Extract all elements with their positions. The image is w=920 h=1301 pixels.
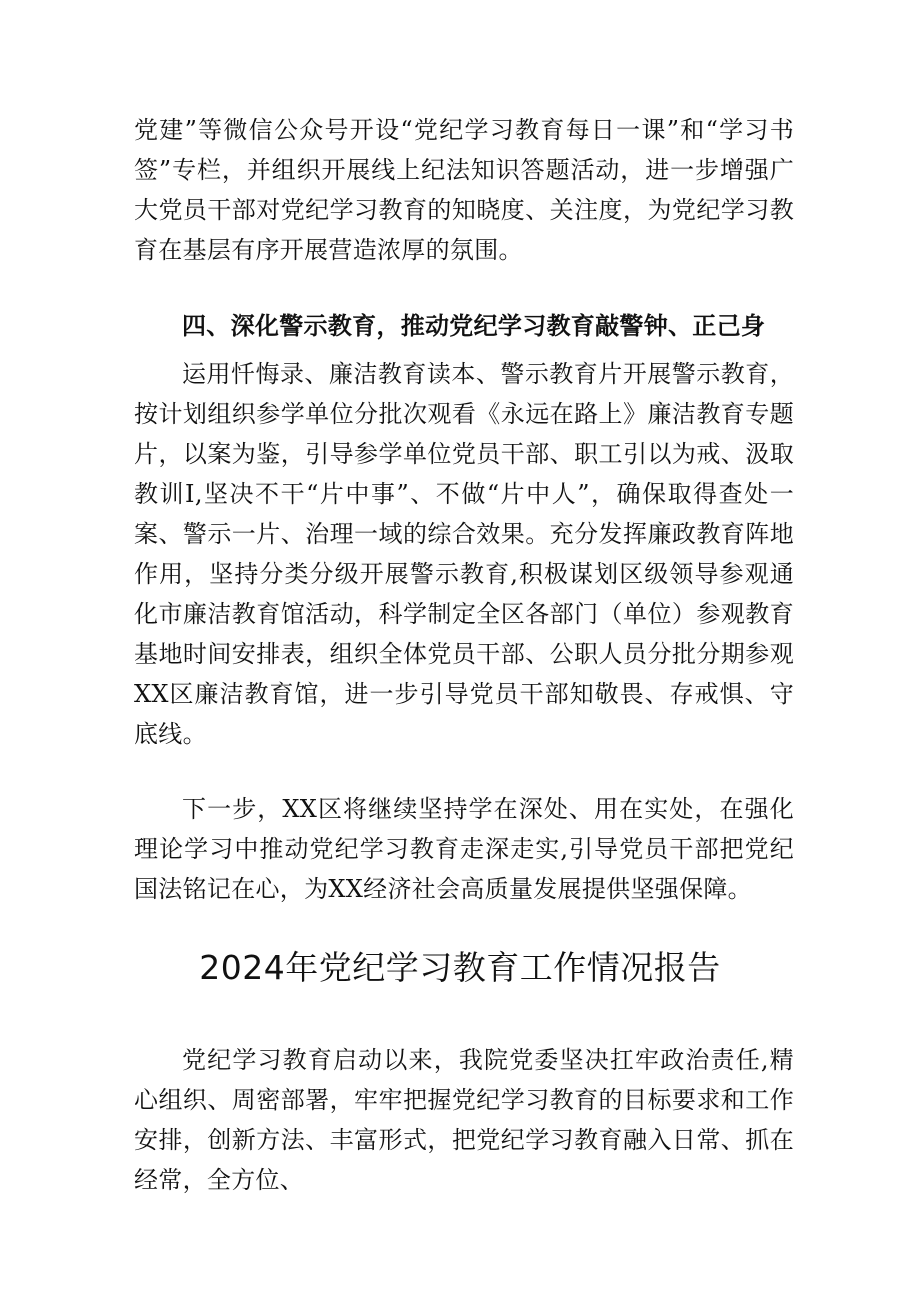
section-four-paragraph: 运用忏悔录、廉洁教育读本、警示教育片开展警示教育，按计划组织参学单位分批次观看《永远在路上》廉洁教育专题片，以案为鉴，引导参学单位党员干部、职工引以为戒、汲取教训I,坚决不干“片中事”、不做“片中人”，确保取得查处一案、警示一片、治理一域的综合效果。充分发挥廉政教育阵地作用，坚持分类分级开展警示教育,积极谋划区级领导参观通化市廉洁教育馆活动，科学制定全区各部门（单位）参观教育基地时间安排表，组织全体党员干部、公职人员分批分期参观XX区廉洁教育馆，进一步引导党员干部知敬畏、存戒惧、守底线。 [134,360,794,748]
report-title: 2024年党纪学习教育工作情况报告 [199,948,721,987]
continuation-paragraph: 党建”等微信公众号开设“党纪学习教育每日一课”和“学习书签”专栏，并组织开展线上纪法知识答题活动，进一步增强广大党员干部对党纪学习教育的知晓度、关注度，为党纪学习教育在基层有序开展营造浓厚的氛围。 [134,116,794,264]
section-four-heading: 四、深化警示教育，推动党纪学习教育敲警钟、正己身 [182,312,766,340]
next-step-paragraph: 下一步，XX区将继续坚持学在深处、用在实处，在强化理论学习中推动党纪学习教育走深走实,引导党员干部把党纪国法铭记在心，为XX经济社会高质量发展提供坚强保障。 [134,795,794,903]
report-intro-paragraph: 党纪学习教育启动以来，我院党委坚决扛牢政治责任,精心组织、周密部署，牢牢把握党纪学习教育的目标要求和工作安排，创新方法、丰富形式，把党纪学习教育融入日常、抓在经常，全方位、 [134,1046,794,1194]
